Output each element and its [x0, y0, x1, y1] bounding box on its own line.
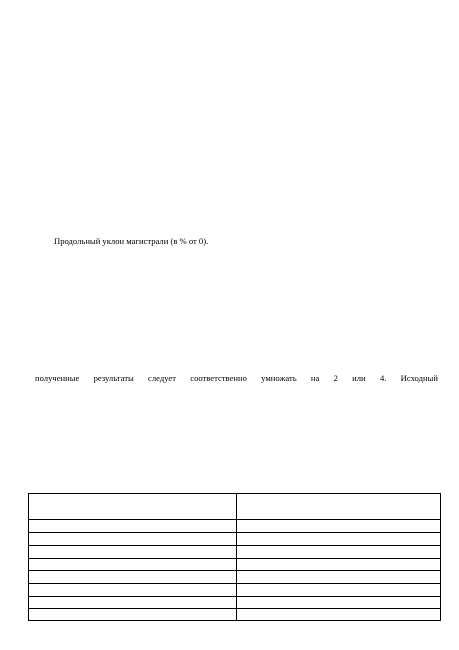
paragraph-word: на: [310, 373, 320, 383]
table-row-divider: [29, 583, 440, 584]
paragraph-word: соответственно: [190, 373, 247, 383]
table-row-divider: [29, 596, 440, 597]
table-row-divider: [29, 545, 440, 546]
table-row-divider: [29, 608, 440, 609]
table-row-divider: [29, 532, 440, 533]
paragraph-word: 2: [333, 373, 338, 383]
paragraph-word: следует: [148, 373, 176, 383]
paragraph-results-line: [35, 373, 438, 383]
paragraph-word: результаты: [93, 373, 134, 383]
paragraph-word: 4.: [379, 373, 387, 383]
paragraph-slope-caption: Продольный уклон магистрали (в % от 0).: [54, 236, 209, 246]
table-column-divider: [236, 494, 237, 620]
data-table: [28, 493, 441, 621]
paragraph-word: умножать: [261, 373, 297, 383]
paragraph-word: полученные: [35, 373, 80, 383]
paragraph-word: или: [352, 373, 366, 383]
table-row-divider: [29, 519, 440, 520]
table-row-divider: [29, 570, 440, 571]
table-row-divider: [29, 558, 440, 559]
paragraph-word: Исходный: [400, 373, 438, 383]
